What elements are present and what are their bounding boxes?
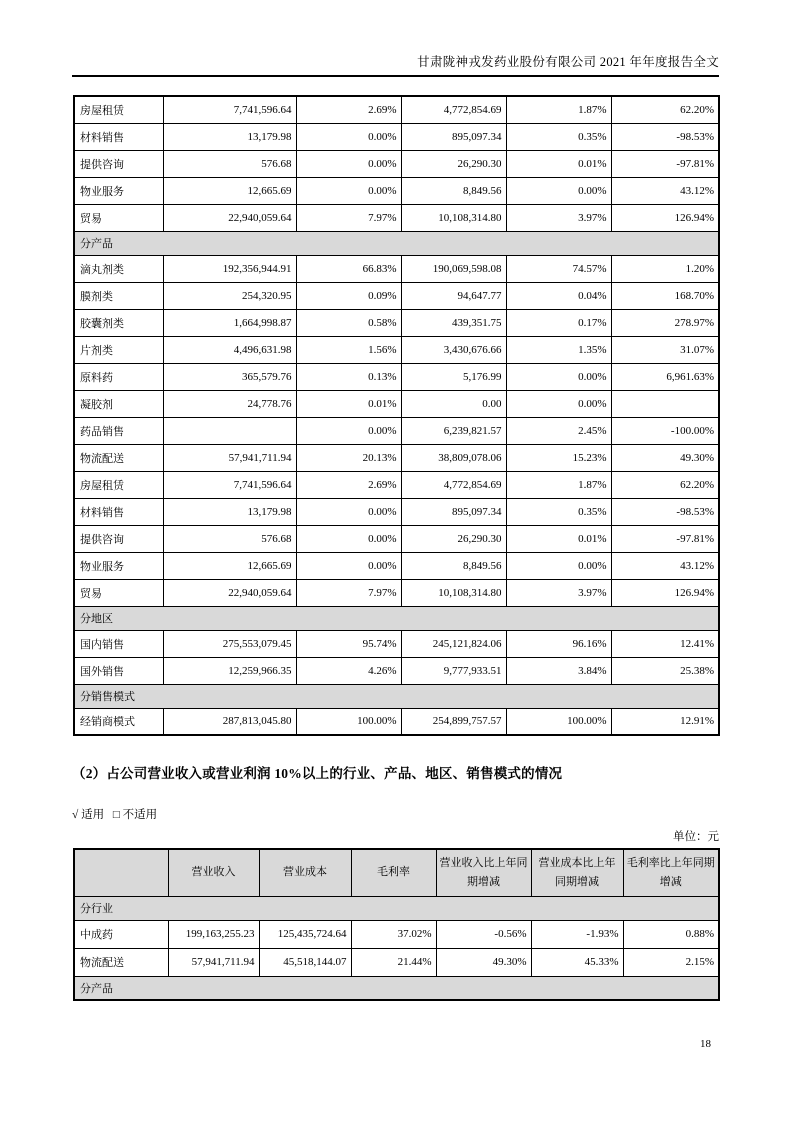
value-cell: 43.12% (611, 177, 719, 204)
row-label-cell: 提供咨询 (74, 150, 163, 177)
table-row (74, 498, 719, 525)
value-cell: 0.01% (296, 390, 401, 417)
value-cell: -1.93% (531, 920, 623, 948)
column-header: 毛利率比上年同期增减 (623, 849, 719, 896)
table-row (74, 471, 719, 498)
section-row (74, 976, 719, 1000)
value-cell: 10,108,314.80 (401, 204, 506, 231)
row-label-cell: 膜剂类 (74, 282, 163, 309)
table-row (74, 630, 719, 657)
value-cell: 12.91% (611, 708, 719, 735)
value-cell: 0.00% (296, 123, 401, 150)
value-cell: -97.81% (611, 150, 719, 177)
value-cell: 278.97% (611, 309, 719, 336)
value-cell: 4,496,631.98 (163, 336, 296, 363)
value-cell: 95.74% (296, 630, 401, 657)
row-label-cell: 滴丸剂类 (74, 255, 163, 282)
value-cell: 26,290.30 (401, 525, 506, 552)
section-row-label: 分产品 (74, 976, 719, 1000)
value-cell: 0.35% (506, 123, 611, 150)
value-cell: 4,772,854.69 (401, 471, 506, 498)
page-number: 18 (700, 1038, 711, 1050)
table-row (74, 96, 719, 123)
value-cell: 192,356,944.91 (163, 255, 296, 282)
value-cell: 1.87% (506, 96, 611, 123)
table-row (74, 282, 719, 309)
table-row (74, 417, 719, 444)
value-cell: 13,179.98 (163, 123, 296, 150)
value-cell: 26,290.30 (401, 150, 506, 177)
row-label-cell: 物业服务 (74, 552, 163, 579)
section-row-label: 分销售模式 (74, 684, 719, 708)
value-cell: 199,163,255.23 (168, 920, 259, 948)
row-label-cell: 物业服务 (74, 177, 163, 204)
row-label-cell: 房屋租赁 (74, 471, 163, 498)
value-cell: 12,665.69 (163, 552, 296, 579)
value-cell: 0.04% (506, 282, 611, 309)
section-heading: （2）占公司营业收入或营业利润 10%以上的行业、产品、地区、销售模式的情况 (72, 766, 563, 781)
value-cell: 0.88% (623, 920, 719, 948)
table-row (74, 390, 719, 417)
row-label-cell: 药品销售 (74, 417, 163, 444)
value-cell: 0.00% (296, 177, 401, 204)
value-cell: 439,351.75 (401, 309, 506, 336)
value-cell: 2.45% (506, 417, 611, 444)
value-cell: 22,940,059.64 (163, 204, 296, 231)
value-cell: 245,121,824.06 (401, 630, 506, 657)
section-row (74, 684, 719, 708)
column-header: 营业收入 (168, 849, 259, 896)
section-row-label: 分行业 (74, 896, 719, 920)
applicability-line (72, 806, 157, 822)
value-cell: 100.00% (506, 708, 611, 735)
applicable-checked-label: √ 适用 (72, 809, 105, 821)
table-row (74, 336, 719, 363)
table-row (74, 363, 719, 390)
value-cell: 4,772,854.69 (401, 96, 506, 123)
major-business-table-header (74, 849, 719, 896)
value-cell: 1,664,998.87 (163, 309, 296, 336)
value-cell: 2.69% (296, 96, 401, 123)
value-cell: 275,553,079.45 (163, 630, 296, 657)
table-row (74, 177, 719, 204)
value-cell: -100.00% (611, 417, 719, 444)
value-cell: 126.94% (611, 579, 719, 606)
table-row (74, 552, 719, 579)
value-cell: 66.83% (296, 255, 401, 282)
revenue-composition-table-body (74, 96, 719, 735)
value-cell: 365,579.76 (163, 363, 296, 390)
column-header: 毛利率 (351, 849, 436, 896)
value-cell: 0.01% (506, 150, 611, 177)
value-cell: 20.13% (296, 444, 401, 471)
value-cell: 2.69% (296, 471, 401, 498)
value-cell: 2.15% (623, 948, 719, 976)
row-label-cell: 物流配送 (74, 444, 163, 471)
value-cell: 15.23% (506, 444, 611, 471)
column-header: 营业成本比上年同期增减 (531, 849, 623, 896)
table-row (74, 123, 719, 150)
column-header: 营业成本 (259, 849, 351, 896)
value-cell: 7,741,596.64 (163, 471, 296, 498)
row-label-cell: 原料药 (74, 363, 163, 390)
value-cell: 0.00% (506, 390, 611, 417)
table-row (74, 150, 719, 177)
value-cell: 31.07% (611, 336, 719, 363)
value-cell: 126.94% (611, 204, 719, 231)
value-cell: 13,179.98 (163, 498, 296, 525)
table-row (74, 309, 719, 336)
value-cell: 287,813,045.80 (163, 708, 296, 735)
value-cell (163, 417, 296, 444)
value-cell: 37.02% (351, 920, 436, 948)
value-cell: 57,941,711.94 (168, 948, 259, 976)
value-cell: 0.00% (506, 177, 611, 204)
revenue-composition-table (73, 95, 720, 736)
value-cell: 5,176.99 (401, 363, 506, 390)
value-cell: -98.53% (611, 498, 719, 525)
table-row (74, 255, 719, 282)
row-label-cell: 国外销售 (74, 657, 163, 684)
value-cell: -98.53% (611, 123, 719, 150)
value-cell: 895,097.34 (401, 123, 506, 150)
section-row (74, 606, 719, 630)
row-label-cell: 片剂类 (74, 336, 163, 363)
value-cell: 0.00% (296, 552, 401, 579)
header-row (74, 849, 719, 896)
table-row (74, 204, 719, 231)
value-cell: 6,239,821.57 (401, 417, 506, 444)
value-cell: 4.26% (296, 657, 401, 684)
value-cell: 0.58% (296, 309, 401, 336)
value-cell: 57,941,711.94 (163, 444, 296, 471)
value-cell: 0.09% (296, 282, 401, 309)
value-cell: 38,809,078.06 (401, 444, 506, 471)
section-row (74, 896, 719, 920)
value-cell: -97.81% (611, 525, 719, 552)
row-label-cell: 物流配送 (74, 948, 168, 976)
value-cell: 1.35% (506, 336, 611, 363)
value-cell: 1.56% (296, 336, 401, 363)
value-cell: 576.68 (163, 150, 296, 177)
row-label-cell: 材料销售 (74, 498, 163, 525)
table-row (74, 579, 719, 606)
unit-label: 单位：元 (673, 831, 719, 843)
value-cell: 0.35% (506, 498, 611, 525)
table-row (74, 525, 719, 552)
row-label-cell: 经销商模式 (74, 708, 163, 735)
value-cell: 24,778.76 (163, 390, 296, 417)
value-cell: 7.97% (296, 579, 401, 606)
row-label-cell: 提供咨询 (74, 525, 163, 552)
header-divider (72, 75, 719, 77)
value-cell: 0.00% (506, 552, 611, 579)
value-cell: -0.56% (436, 920, 531, 948)
value-cell: 3.97% (506, 579, 611, 606)
value-cell: 12,665.69 (163, 177, 296, 204)
value-cell: 9,777,933.51 (401, 657, 506, 684)
value-cell: 190,069,598.08 (401, 255, 506, 282)
value-cell: 96.16% (506, 630, 611, 657)
table-row (74, 920, 719, 948)
column-header (74, 849, 168, 896)
value-cell: 895,097.34 (401, 498, 506, 525)
value-cell: 62.20% (611, 471, 719, 498)
value-cell: 0.00% (296, 525, 401, 552)
value-cell: 10,108,314.80 (401, 579, 506, 606)
value-cell: 94,647.77 (401, 282, 506, 309)
section-row (74, 231, 719, 255)
report-header-title: 甘肃陇神戎发药业股份有限公司 2021 年年度报告全文 (417, 55, 719, 69)
column-header: 营业收入比上年同期增减 (436, 849, 531, 896)
value-cell: 7,741,596.64 (163, 96, 296, 123)
value-cell: 0.01% (506, 525, 611, 552)
row-label-cell: 中成药 (74, 920, 168, 948)
not-applicable-unchecked-label: □ 不适用 (112, 809, 158, 821)
row-label-cell: 国内销售 (74, 630, 163, 657)
value-cell: 8,849.56 (401, 552, 506, 579)
value-cell: 43.12% (611, 552, 719, 579)
value-cell: 62.20% (611, 96, 719, 123)
row-label-cell: 材料销售 (74, 123, 163, 150)
section-row-label: 分产品 (74, 231, 719, 255)
value-cell: 3.97% (506, 204, 611, 231)
table-row (74, 657, 719, 684)
row-label-cell: 胶囊剂类 (74, 309, 163, 336)
value-cell: 254,899,757.57 (401, 708, 506, 735)
row-label-cell: 贸易 (74, 204, 163, 231)
value-cell: 74.57% (506, 255, 611, 282)
value-cell: 0.13% (296, 363, 401, 390)
value-cell: 7.97% (296, 204, 401, 231)
value-cell: 0.00 (401, 390, 506, 417)
value-cell: 576.68 (163, 525, 296, 552)
value-cell: 3,430,676.66 (401, 336, 506, 363)
value-cell: 8,849.56 (401, 177, 506, 204)
value-cell: 49.30% (611, 444, 719, 471)
row-label-cell: 贸易 (74, 579, 163, 606)
table-row (74, 444, 719, 471)
value-cell: 21.44% (351, 948, 436, 976)
row-label-cell: 房屋租赁 (74, 96, 163, 123)
row-label-cell: 凝胶剂 (74, 390, 163, 417)
value-cell: 0.17% (506, 309, 611, 336)
value-cell: 6,961.63% (611, 363, 719, 390)
value-cell: 22,940,059.64 (163, 579, 296, 606)
value-cell: 0.00% (296, 498, 401, 525)
value-cell: 45,518,144.07 (259, 948, 351, 976)
value-cell: 3.84% (506, 657, 611, 684)
value-cell: 12.41% (611, 630, 719, 657)
value-cell: 49.30% (436, 948, 531, 976)
value-cell: 45.33% (531, 948, 623, 976)
value-cell: 168.70% (611, 282, 719, 309)
major-business-table (73, 848, 720, 1001)
value-cell: 1.87% (506, 471, 611, 498)
section-row-label: 分地区 (74, 606, 719, 630)
value-cell: 12,259,966.35 (163, 657, 296, 684)
value-cell: 0.00% (296, 417, 401, 444)
value-cell: 0.00% (296, 150, 401, 177)
table-row (74, 708, 719, 735)
value-cell: 25.38% (611, 657, 719, 684)
value-cell: 1.20% (611, 255, 719, 282)
value-cell: 125,435,724.64 (259, 920, 351, 948)
value-cell: 254,320.95 (163, 282, 296, 309)
major-business-table-body (74, 896, 719, 1000)
value-cell: 0.00% (506, 363, 611, 390)
value-cell: 100.00% (296, 708, 401, 735)
table-row (74, 948, 719, 976)
value-cell (611, 390, 719, 417)
